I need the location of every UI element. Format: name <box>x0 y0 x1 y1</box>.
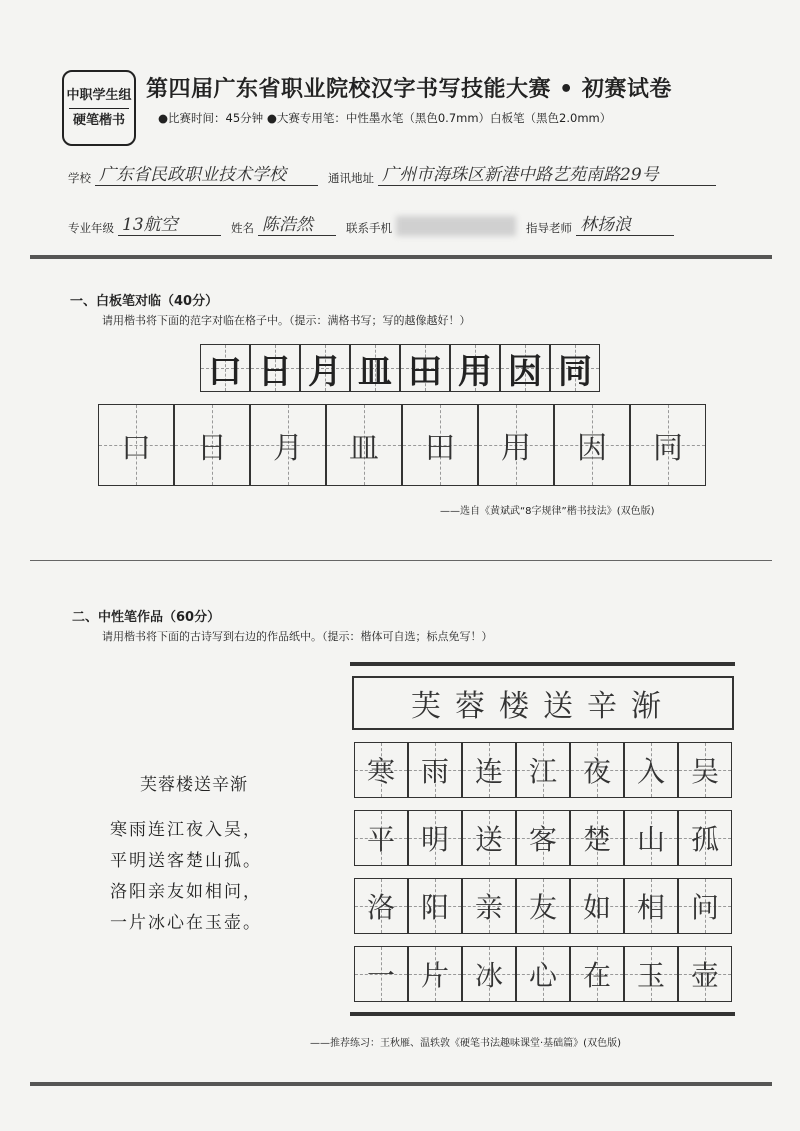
work-char-cell[interactable] <box>408 810 462 866</box>
section2-heading: 二、中性笔作品（60分） <box>72 610 221 625</box>
practice-char-cell[interactable] <box>554 404 630 486</box>
category-badge <box>62 70 136 146</box>
work-char-cell[interactable] <box>516 946 570 1002</box>
grid-char: 冰 <box>474 959 503 992</box>
school-label: 学校 <box>68 171 91 185</box>
grid-char: 田 <box>425 431 455 466</box>
model-char-cell <box>550 344 600 392</box>
grid-char: 日 <box>258 351 292 392</box>
grid-char: 客 <box>528 823 557 856</box>
practice-char-cell[interactable] <box>402 404 478 486</box>
work-char-cell[interactable] <box>570 742 624 798</box>
section2-instruction: 请用楷书将下面的古诗写到右边的作品纸中。（提示：楷体可自选；标点免写！） <box>102 630 493 643</box>
work-char-cell[interactable] <box>408 878 462 934</box>
section-divider <box>30 560 772 561</box>
work-char-cell[interactable] <box>678 810 732 866</box>
header-divider <box>30 255 772 259</box>
section1-instruction: 请用楷书将下面的范字对临在格子中。（提示：满格书写；写的越像越好！） <box>102 314 471 327</box>
grid-char: 片 <box>420 959 449 992</box>
grid-char: 问 <box>690 891 719 924</box>
work-char-cell[interactable] <box>570 810 624 866</box>
work-char-cell[interactable] <box>354 810 408 866</box>
work-char-cell[interactable] <box>678 742 732 798</box>
grid-char: 寒 <box>366 755 395 788</box>
work-char-cell[interactable] <box>516 742 570 798</box>
teacher-field[interactable]: 林扬浪 <box>576 210 674 236</box>
grade-label: 专业年级 <box>68 221 114 235</box>
grid-char: 用 <box>458 351 492 392</box>
work-char-cell[interactable] <box>570 946 624 1002</box>
work-char-cell[interactable] <box>624 878 678 934</box>
work-char-cell[interactable] <box>354 742 408 798</box>
work-char-cell[interactable] <box>516 878 570 934</box>
grid-char: 皿 <box>358 351 392 392</box>
page-title: 第四届广东省职业院校汉字书写技能大赛 • 初赛试卷 <box>146 77 672 102</box>
work-frame-bottom <box>350 1012 735 1016</box>
section2-citation: ——推荐练习：王秋雁、温轶敦《硬笔书法趣味课堂·基础篇》(双色版) <box>310 1038 621 1049</box>
grid-char: 月 <box>308 351 342 392</box>
teacher-label: 指导老师 <box>526 221 572 235</box>
grid-char: 因 <box>577 431 607 466</box>
model-char-cell <box>300 344 350 392</box>
grid-char: 同 <box>653 431 683 466</box>
grade-field[interactable]: 13航空 <box>118 210 221 236</box>
grid-char: 皿 <box>349 431 379 466</box>
grid-char: 吴 <box>690 755 719 788</box>
work-frame-top <box>350 662 735 666</box>
poem-line: 寒雨连江夜入吴， <box>110 820 262 840</box>
work-char-cell[interactable] <box>462 810 516 866</box>
poem-title: 芙蓉楼送辛渐 <box>140 775 248 795</box>
work-char-cell[interactable] <box>624 946 678 1002</box>
work-char-cell[interactable] <box>624 810 678 866</box>
grid-char: 口 <box>208 351 242 392</box>
model-char-cell <box>450 344 500 392</box>
info-row-2 <box>68 210 684 236</box>
name-label: 姓名 <box>231 221 254 235</box>
badge-bottom-text: 硬笔楷书 <box>72 112 125 128</box>
model-char-cell <box>400 344 450 392</box>
practice-char-cell[interactable] <box>98 404 174 486</box>
grid-char: 洛 <box>366 891 395 924</box>
work-char-cell[interactable] <box>570 878 624 934</box>
work-char-cell[interactable] <box>408 742 462 798</box>
poem-line: 平明送客楚山孤。 <box>110 851 262 871</box>
grid-char: 相 <box>636 891 665 924</box>
address-label: 通讯地址 <box>328 171 374 185</box>
practice-char-cell[interactable] <box>478 404 554 486</box>
grid-char: 夜 <box>582 755 611 788</box>
work-char-cell[interactable] <box>624 742 678 798</box>
model-char-cell <box>350 344 400 392</box>
grid-char: 一 <box>366 959 395 992</box>
grid-char: 江 <box>528 755 557 788</box>
practice-char-cell[interactable] <box>326 404 402 486</box>
grid-char: 如 <box>582 891 611 924</box>
grid-char: 山 <box>636 823 665 856</box>
name-field[interactable]: 陈浩然 <box>258 210 336 236</box>
section1-heading: 一、白板笔对临（40分） <box>70 294 219 309</box>
address-field[interactable]: 广州市海珠区新港中路艺苑南路29号 <box>378 160 716 186</box>
practice-char-cell[interactable] <box>250 404 326 486</box>
phone-label: 联系手机 <box>346 221 392 235</box>
work-char-cell[interactable] <box>462 742 516 798</box>
work-char-cell[interactable] <box>678 878 732 934</box>
phone-field-redacted[interactable] <box>396 216 516 236</box>
grid-char: 平 <box>366 823 395 856</box>
grid-char: 在 <box>582 959 611 992</box>
info-row-1 <box>68 160 726 186</box>
poem-line: 洛阳亲友如相问， <box>110 882 262 902</box>
grid-char: 楚 <box>582 823 611 856</box>
work-char-cell[interactable] <box>678 946 732 1002</box>
grid-char: 日 <box>197 431 227 466</box>
grid-char: 壶 <box>690 959 719 992</box>
grid-char: 口 <box>121 431 151 466</box>
exam-info: ●比赛时间：45分钟 ●大赛专用笔：中性墨水笔（黑色0.7mm）白板笔（黑色2.0mm） <box>158 111 612 125</box>
work-char-cell[interactable] <box>354 878 408 934</box>
grid-char: 明 <box>420 823 449 856</box>
work-char-cell[interactable] <box>462 878 516 934</box>
grid-char: 田 <box>408 351 442 392</box>
poem-line: 一片冰心在玉壶。 <box>110 913 262 933</box>
grid-char: 玉 <box>636 959 665 992</box>
grid-char: 孤 <box>690 823 719 856</box>
grid-char: 友 <box>528 891 557 924</box>
model-char-cell <box>200 344 250 392</box>
section1-citation: ——选自《黄斌武“8字规律”楷书技法》(双色版) <box>440 506 655 517</box>
badge-top-text: 中职学生组 <box>66 87 132 103</box>
grid-char: 雨 <box>420 755 449 788</box>
grid-char: 亲 <box>474 891 503 924</box>
grid-char: 入 <box>636 755 665 788</box>
practice-char-cell[interactable] <box>174 404 250 486</box>
grid-char: 连 <box>474 755 503 788</box>
model-char-cell <box>250 344 300 392</box>
grid-char: 月 <box>273 431 303 466</box>
grid-char: 因 <box>508 351 542 392</box>
grid-char: 用 <box>501 431 531 466</box>
grid-char: 同 <box>558 351 592 392</box>
practice-char-cell[interactable] <box>630 404 706 486</box>
work-char-cell[interactable] <box>354 946 408 1002</box>
work-char-cell[interactable] <box>516 810 570 866</box>
grid-char: 阳 <box>420 891 449 924</box>
school-field[interactable]: 广东省民政职业技术学校 <box>95 160 318 186</box>
work-char-cell[interactable] <box>408 946 462 1002</box>
work-char-cell[interactable] <box>462 946 516 1002</box>
footer-divider <box>30 1082 772 1086</box>
grid-char: 心 <box>528 959 557 992</box>
grid-char: 送 <box>474 823 503 856</box>
model-char-cell <box>500 344 550 392</box>
work-title: 芙蓉楼送辛渐 <box>352 676 734 730</box>
